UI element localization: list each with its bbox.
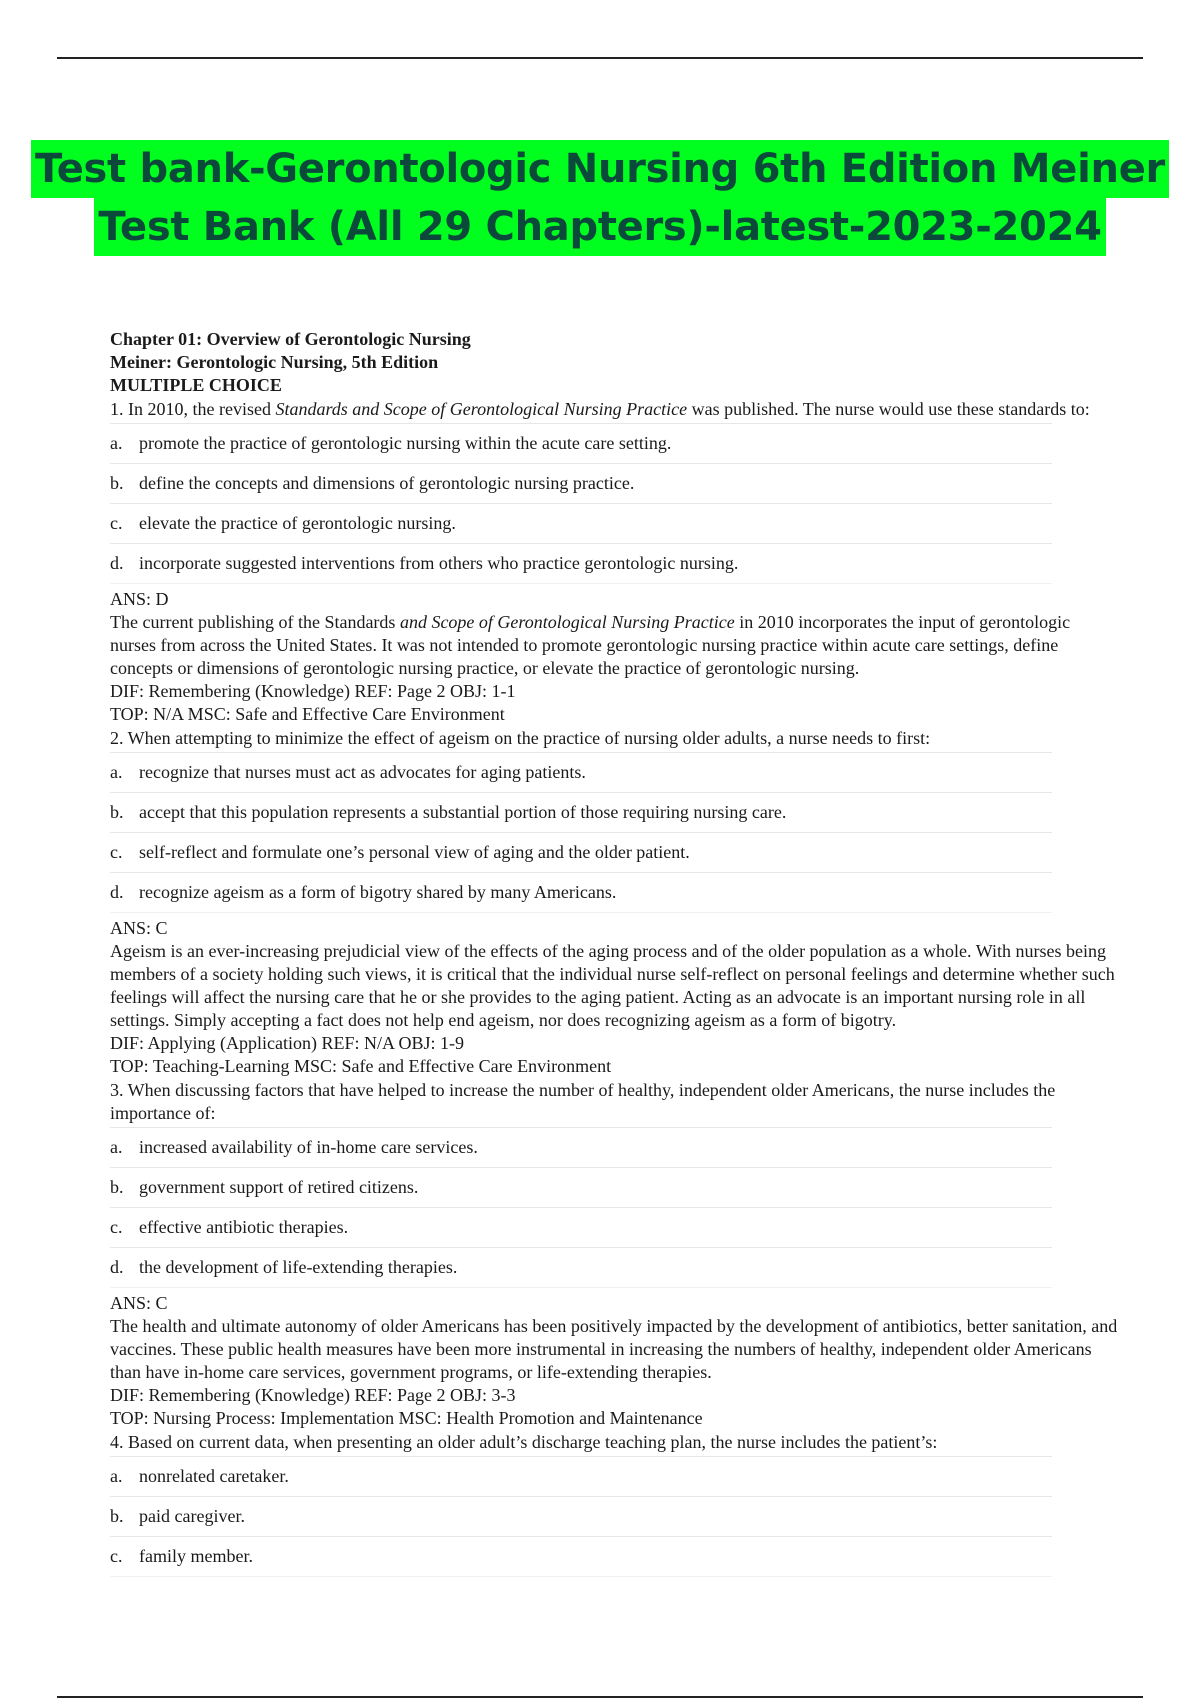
choice-item	[110, 832, 1052, 872]
choice-item	[110, 1207, 1052, 1247]
choice-letter: a.	[110, 1137, 123, 1157]
chapter-heading: Chapter 01: Overview of Gerontologic Nursing	[110, 329, 471, 349]
choice-letter: b.	[110, 1177, 124, 1197]
difficulty-line: DIF: Remembering (Knowledge) REF: Page 2 OBJ: 1-1	[110, 681, 516, 701]
choice-text: define the concepts and dimensions of gerontologic nursing practice.	[139, 473, 635, 493]
choice-text: government support of retired citizens.	[139, 1177, 419, 1197]
question-4	[110, 1431, 1120, 1577]
question-3	[110, 1079, 1120, 1430]
topic-line: TOP: Teaching-Learning MSC: Safe and Effective Care Environment	[110, 1056, 612, 1076]
answer-key: ANS: C	[110, 918, 168, 938]
difficulty-line: DIF: Applying (Application) REF: N/A OBJ: 1-9	[110, 1033, 465, 1053]
choice-letter: c.	[110, 842, 123, 862]
choice-list	[110, 752, 1052, 913]
choice-item	[110, 463, 1052, 503]
choice-letter: c.	[110, 1217, 123, 1237]
choice-text: recognize that nurses must act as advocates for aging patients.	[139, 762, 586, 782]
choice-item	[110, 423, 1052, 463]
choice-letter: c.	[110, 1546, 123, 1566]
document-body	[110, 328, 1120, 1581]
question-stem: 4. Based on current data, when presenting an older adult’s discharge teaching plan, the nurse includes the patient’s:	[110, 1432, 938, 1452]
choice-text: recognize ageism as a form of bigotry shared by many Americans.	[139, 882, 617, 902]
topic-line: TOP: N/A MSC: Safe and Effective Care Environment	[110, 704, 505, 724]
question-stem: 3. When discussing factors that have helped to increase the number of healthy, independent older Americans, the nurse includes the importance of:	[110, 1080, 1056, 1123]
choice-letter: d.	[110, 553, 124, 573]
book-heading: Meiner: Gerontologic Nursing, 5th Edition	[110, 352, 439, 372]
question-2	[110, 727, 1120, 1078]
choice-letter: d.	[110, 882, 124, 902]
choice-letter: b.	[110, 1506, 124, 1526]
choice-letter: b.	[110, 473, 124, 493]
section-heading: MULTIPLE CHOICE	[110, 375, 282, 395]
choice-list	[110, 1127, 1052, 1288]
question-1	[110, 398, 1120, 726]
rationale: The current publishing of the Standards and Scope of Gerontological Nursing Practice in 2010 incorporates the input of gerontologic nurses from across the United States. It was not intended to promote gerontologic nursing practice within acute care settings, define concepts or dimensions of gerontologic nursing practice, or elevate the practice of gerontologic nursing.	[110, 612, 1071, 678]
choice-text: paid caregiver.	[139, 1506, 245, 1526]
topic-line: TOP: Nursing Process: Implementation MSC: Health Promotion and Maintenance	[110, 1408, 703, 1428]
top-rule	[57, 57, 1143, 59]
answer-key: ANS: D	[110, 589, 169, 609]
title-line-1: Test bank-Gerontologic Nursing 6th Edition Meiner	[31, 140, 1169, 198]
choice-letter: c.	[110, 513, 123, 533]
choice-item	[110, 503, 1052, 543]
choice-list	[110, 1456, 1052, 1577]
choice-item	[110, 1496, 1052, 1536]
choice-item	[110, 1127, 1052, 1167]
choice-item	[110, 1167, 1052, 1207]
choice-letter: a.	[110, 1466, 123, 1486]
choice-item	[110, 1456, 1052, 1496]
question-stem: 1. In 2010, the revised Standards and Scope of Gerontological Nursing Practice was published. The nurse would use these standards to:	[110, 399, 1090, 419]
bottom-rule	[57, 1696, 1143, 1698]
choice-letter: a.	[110, 762, 123, 782]
choice-letter: d.	[110, 1257, 124, 1277]
difficulty-line: DIF: Remembering (Knowledge) REF: Page 2 OBJ: 3-3	[110, 1385, 516, 1405]
rationale: Ageism is an ever-increasing prejudicial view of the effects of the aging process and of the older population as a whole. With nurses being members of a society holding such views, it is critical that the individual nurse self-reflect on personal feelings and determine whether such feelings will affect the nursing care that he or she provides to the aging patient. Acting as an advocate is an important nursing role in all settings. Simply accepting a fact does not help end ageism, nor does recognizing ageism as a form of bigotry.	[110, 941, 1115, 1030]
choice-item	[110, 752, 1052, 792]
choice-item	[110, 872, 1052, 913]
question-stem: 2. When attempting to minimize the effect of ageism on the practice of nursing older adults, a nurse needs to first:	[110, 728, 931, 748]
choice-text: elevate the practice of gerontologic nursing.	[139, 513, 456, 533]
choice-text: nonrelated caretaker.	[139, 1466, 289, 1486]
choice-text: accept that this population represents a substantial portion of those requiring nursing care.	[139, 802, 787, 822]
title-line-2: Test Bank (All 29 Chapters)-latest-2023-2024	[94, 198, 1105, 256]
choice-item	[110, 792, 1052, 832]
choice-text: promote the practice of gerontologic nursing within the acute care setting.	[139, 433, 672, 453]
choice-text: incorporate suggested interventions from others who practice gerontologic nursing.	[139, 553, 739, 573]
choice-list	[110, 423, 1052, 584]
choice-text: the development of life-extending therapies.	[139, 1257, 458, 1277]
choice-letter: a.	[110, 433, 123, 453]
choice-item	[110, 543, 1052, 584]
choice-text: self-reflect and formulate one’s personal view of aging and the older patient.	[139, 842, 690, 862]
choice-item	[110, 1536, 1052, 1577]
choice-letter: b.	[110, 802, 124, 822]
document-title	[0, 140, 1200, 256]
rationale: The health and ultimate autonomy of older Americans has been positively impacted by the development of antibiotics, better sanitation, and vaccines. These public health measures have been more instrumental in increasing the numbers of healthy, independent older Americans than have in-home care services, government programs, or life-extending therapies.	[110, 1316, 1118, 1382]
choice-text: effective antibiotic therapies.	[139, 1217, 349, 1237]
choice-text: family member.	[139, 1546, 253, 1566]
choice-text: increased availability of in-home care services.	[139, 1137, 478, 1157]
answer-key: ANS: C	[110, 1293, 168, 1313]
choice-item	[110, 1247, 1052, 1288]
